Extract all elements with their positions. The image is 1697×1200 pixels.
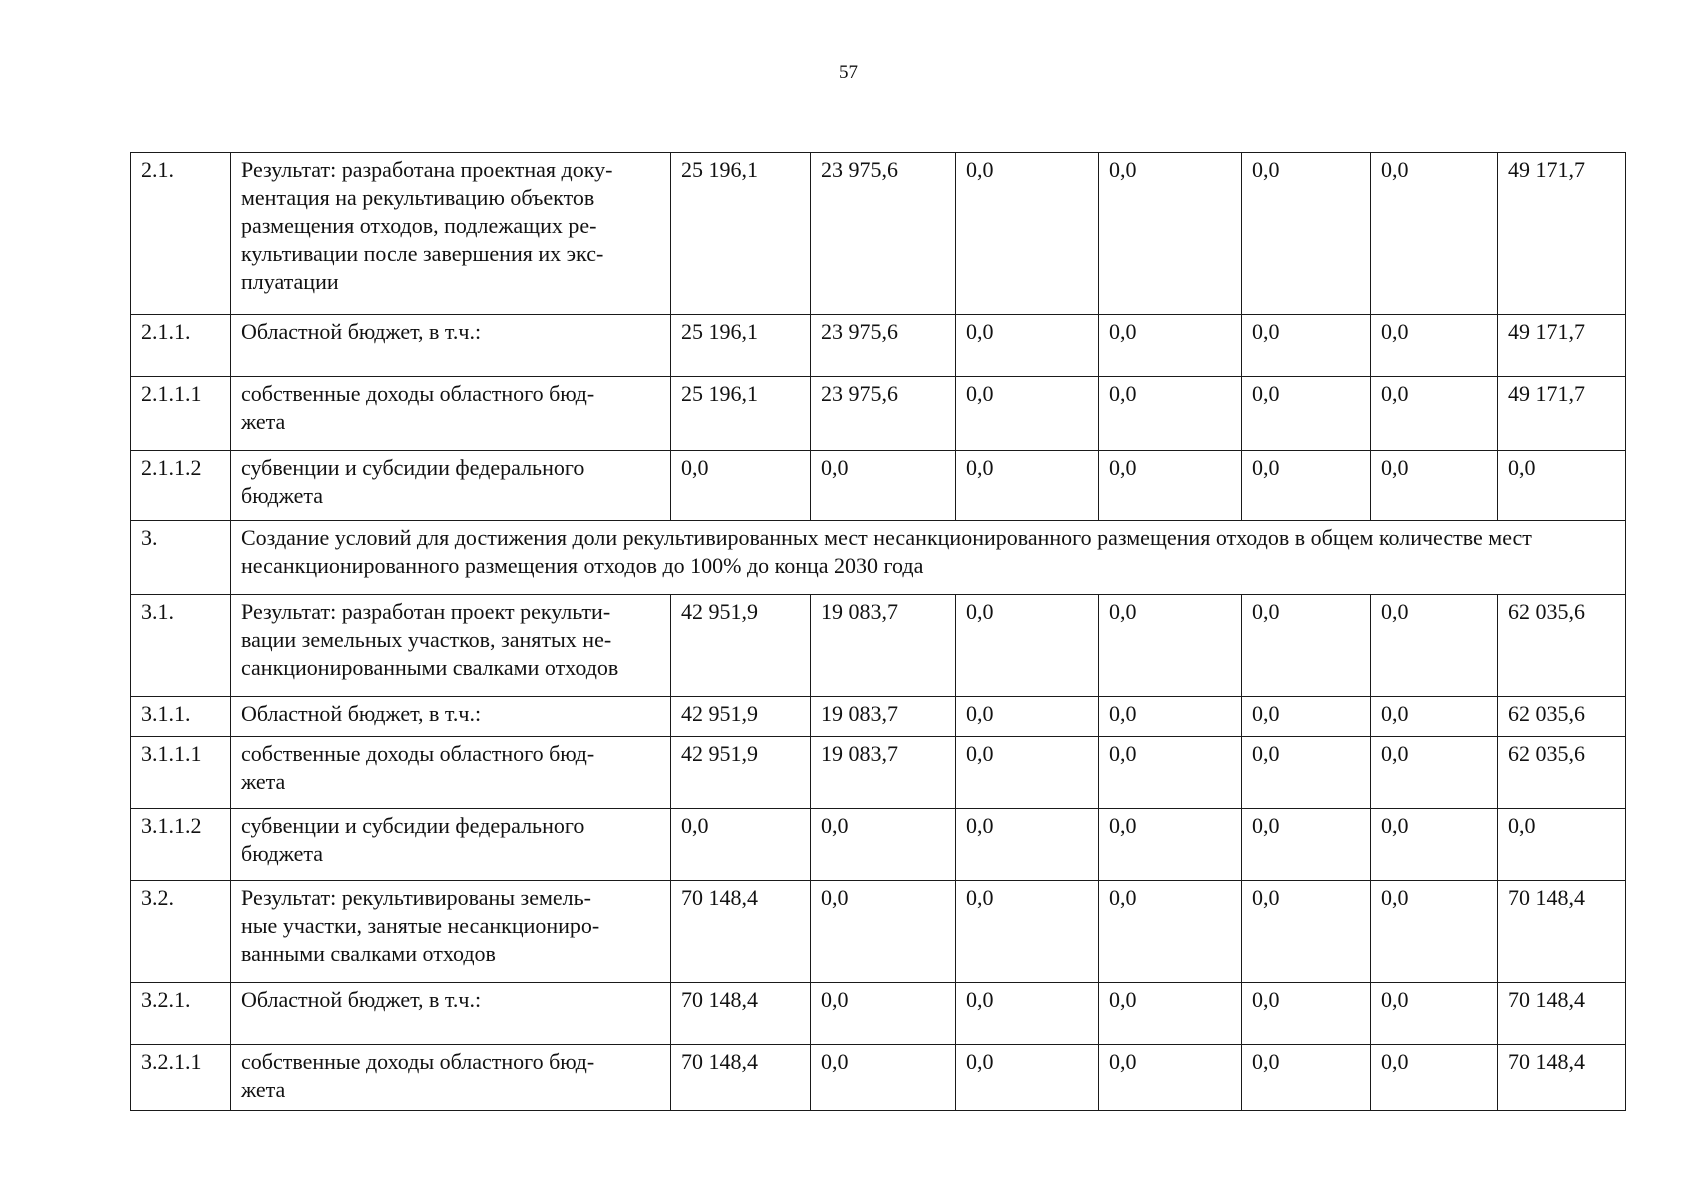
value-cell: 19 083,7 <box>811 595 956 697</box>
value-cell: 70 148,4 <box>1498 1045 1626 1111</box>
row-number: 2.1.1.2 <box>131 451 231 521</box>
value-cell: 0,0 <box>1099 737 1242 809</box>
value-cell: 0,0 <box>1099 1045 1242 1111</box>
value-cell: 49 171,7 <box>1498 377 1626 451</box>
value-cell: 0,0 <box>1371 1045 1498 1111</box>
value-cell: 0,0 <box>1371 153 1498 315</box>
value-cell: 49 171,7 <box>1498 153 1626 315</box>
value-cell: 0,0 <box>956 881 1099 983</box>
table-row <box>131 153 1626 315</box>
table-row <box>131 983 1626 1045</box>
row-number: 3.2. <box>131 881 231 983</box>
row-number: 2.1.1.1 <box>131 377 231 451</box>
value-cell: 70 148,4 <box>1498 881 1626 983</box>
value-cell: 0,0 <box>1498 451 1626 521</box>
table-body <box>131 153 1626 1111</box>
value-cell: 0,0 <box>1099 595 1242 697</box>
budget-table <box>130 152 1626 1111</box>
row-name: субвенции и субсидии федерального бюджета <box>231 809 671 881</box>
row-number: 3.2.1.1 <box>131 1045 231 1111</box>
value-cell: 0,0 <box>811 983 956 1045</box>
value-cell: 70 148,4 <box>1498 983 1626 1045</box>
value-cell: 0,0 <box>1242 983 1371 1045</box>
value-cell: 0,0 <box>1242 595 1371 697</box>
row-name: Результат: разработан проект рекульти- вации земельных участков, занятых не- санкционированными свалками отходов <box>231 595 671 697</box>
value-cell: 0,0 <box>1371 697 1498 737</box>
row-name: собственные доходы областного бюд- жета <box>231 737 671 809</box>
row-number: 3.1. <box>131 595 231 697</box>
value-cell: 49 171,7 <box>1498 315 1626 377</box>
value-cell: 70 148,4 <box>671 1045 811 1111</box>
value-cell: 62 035,6 <box>1498 697 1626 737</box>
value-cell: 23 975,6 <box>811 377 956 451</box>
table-row <box>131 451 1626 521</box>
value-cell: 0,0 <box>1099 983 1242 1045</box>
value-cell: 0,0 <box>956 315 1099 377</box>
value-cell: 0,0 <box>1371 983 1498 1045</box>
row-number: 3.1.1. <box>131 697 231 737</box>
value-cell: 0,0 <box>1099 153 1242 315</box>
value-cell: 0,0 <box>956 983 1099 1045</box>
value-cell: 0,0 <box>956 737 1099 809</box>
value-cell: 0,0 <box>1099 377 1242 451</box>
value-cell: 0,0 <box>1099 881 1242 983</box>
row-name: Результат: рекультивированы земель- ные участки, занятые несанкциониро- ванными свалками отходов <box>231 881 671 983</box>
value-cell: 42 951,9 <box>671 595 811 697</box>
value-cell: 0,0 <box>1242 315 1371 377</box>
value-cell: 0,0 <box>1099 697 1242 737</box>
page-number: 57 <box>839 62 858 83</box>
value-cell: 62 035,6 <box>1498 737 1626 809</box>
row-name: собственные доходы областного бюд- жета <box>231 377 671 451</box>
value-cell: 23 975,6 <box>811 315 956 377</box>
value-cell: 0,0 <box>1371 737 1498 809</box>
value-cell: 0,0 <box>956 595 1099 697</box>
value-cell: 0,0 <box>1099 809 1242 881</box>
value-cell: 0,0 <box>956 1045 1099 1111</box>
value-cell: 0,0 <box>1242 1045 1371 1111</box>
value-cell: 0,0 <box>811 1045 956 1111</box>
value-cell: 23 975,6 <box>811 153 956 315</box>
table-row <box>131 315 1626 377</box>
table-row <box>131 1045 1626 1111</box>
value-cell: 0,0 <box>1242 737 1371 809</box>
value-cell: 0,0 <box>1242 809 1371 881</box>
value-cell: 0,0 <box>1371 881 1498 983</box>
value-cell: 62 035,6 <box>1498 595 1626 697</box>
value-cell: 0,0 <box>956 809 1099 881</box>
row-name: Областной бюджет, в т.ч.: <box>231 983 671 1045</box>
table-row <box>131 697 1626 737</box>
value-cell: 0,0 <box>956 451 1099 521</box>
table-row <box>131 881 1626 983</box>
value-cell: 0,0 <box>1371 377 1498 451</box>
row-number: 3.2.1. <box>131 983 231 1045</box>
value-cell: 0,0 <box>811 809 956 881</box>
section-row <box>131 521 1626 595</box>
value-cell: 0,0 <box>1371 315 1498 377</box>
value-cell: 0,0 <box>671 809 811 881</box>
value-cell: 0,0 <box>671 451 811 521</box>
value-cell: 19 083,7 <box>811 737 956 809</box>
section-title: Создание условий для достижения доли рекультивированных мест несанкционированного размещения отходов в общем количестве мест несанкционированного размещения отходов до 100% до конца 2030 года <box>231 521 1626 595</box>
value-cell: 0,0 <box>1242 697 1371 737</box>
value-cell: 0,0 <box>1498 809 1626 881</box>
value-cell: 0,0 <box>1242 377 1371 451</box>
value-cell: 0,0 <box>956 377 1099 451</box>
value-cell: 0,0 <box>1242 451 1371 521</box>
value-cell: 25 196,1 <box>671 377 811 451</box>
value-cell: 70 148,4 <box>671 881 811 983</box>
row-name: Областной бюджет, в т.ч.: <box>231 697 671 737</box>
row-name: собственные доходы областного бюд- жета <box>231 1045 671 1111</box>
row-name: субвенции и субсидии федерального бюджета <box>231 451 671 521</box>
value-cell: 0,0 <box>1242 153 1371 315</box>
row-number: 2.1.1. <box>131 315 231 377</box>
value-cell: 0,0 <box>1371 809 1498 881</box>
value-cell: 70 148,4 <box>671 983 811 1045</box>
value-cell: 0,0 <box>956 697 1099 737</box>
table-row <box>131 595 1626 697</box>
table-row <box>131 737 1626 809</box>
row-number: 2.1. <box>131 153 231 315</box>
row-number: 3.1.1.1 <box>131 737 231 809</box>
value-cell: 42 951,9 <box>671 737 811 809</box>
value-cell: 0,0 <box>811 451 956 521</box>
row-name: Результат: разработана проектная доку- ментация на рекультивацию объектов размещения отходов, подлежащих ре- культивации после завершения их экс- плуатации <box>231 153 671 315</box>
row-number: 3. <box>131 521 231 595</box>
row-name: Областной бюджет, в т.ч.: <box>231 315 671 377</box>
value-cell: 0,0 <box>1371 451 1498 521</box>
row-number: 3.1.1.2 <box>131 809 231 881</box>
value-cell: 42 951,9 <box>671 697 811 737</box>
value-cell: 0,0 <box>1099 315 1242 377</box>
value-cell: 0,0 <box>1099 451 1242 521</box>
value-cell: 0,0 <box>956 153 1099 315</box>
value-cell: 0,0 <box>1242 881 1371 983</box>
value-cell: 0,0 <box>1371 595 1498 697</box>
table-row <box>131 377 1626 451</box>
value-cell: 19 083,7 <box>811 697 956 737</box>
value-cell: 25 196,1 <box>671 315 811 377</box>
table-row <box>131 809 1626 881</box>
value-cell: 25 196,1 <box>671 153 811 315</box>
value-cell: 0,0 <box>811 881 956 983</box>
